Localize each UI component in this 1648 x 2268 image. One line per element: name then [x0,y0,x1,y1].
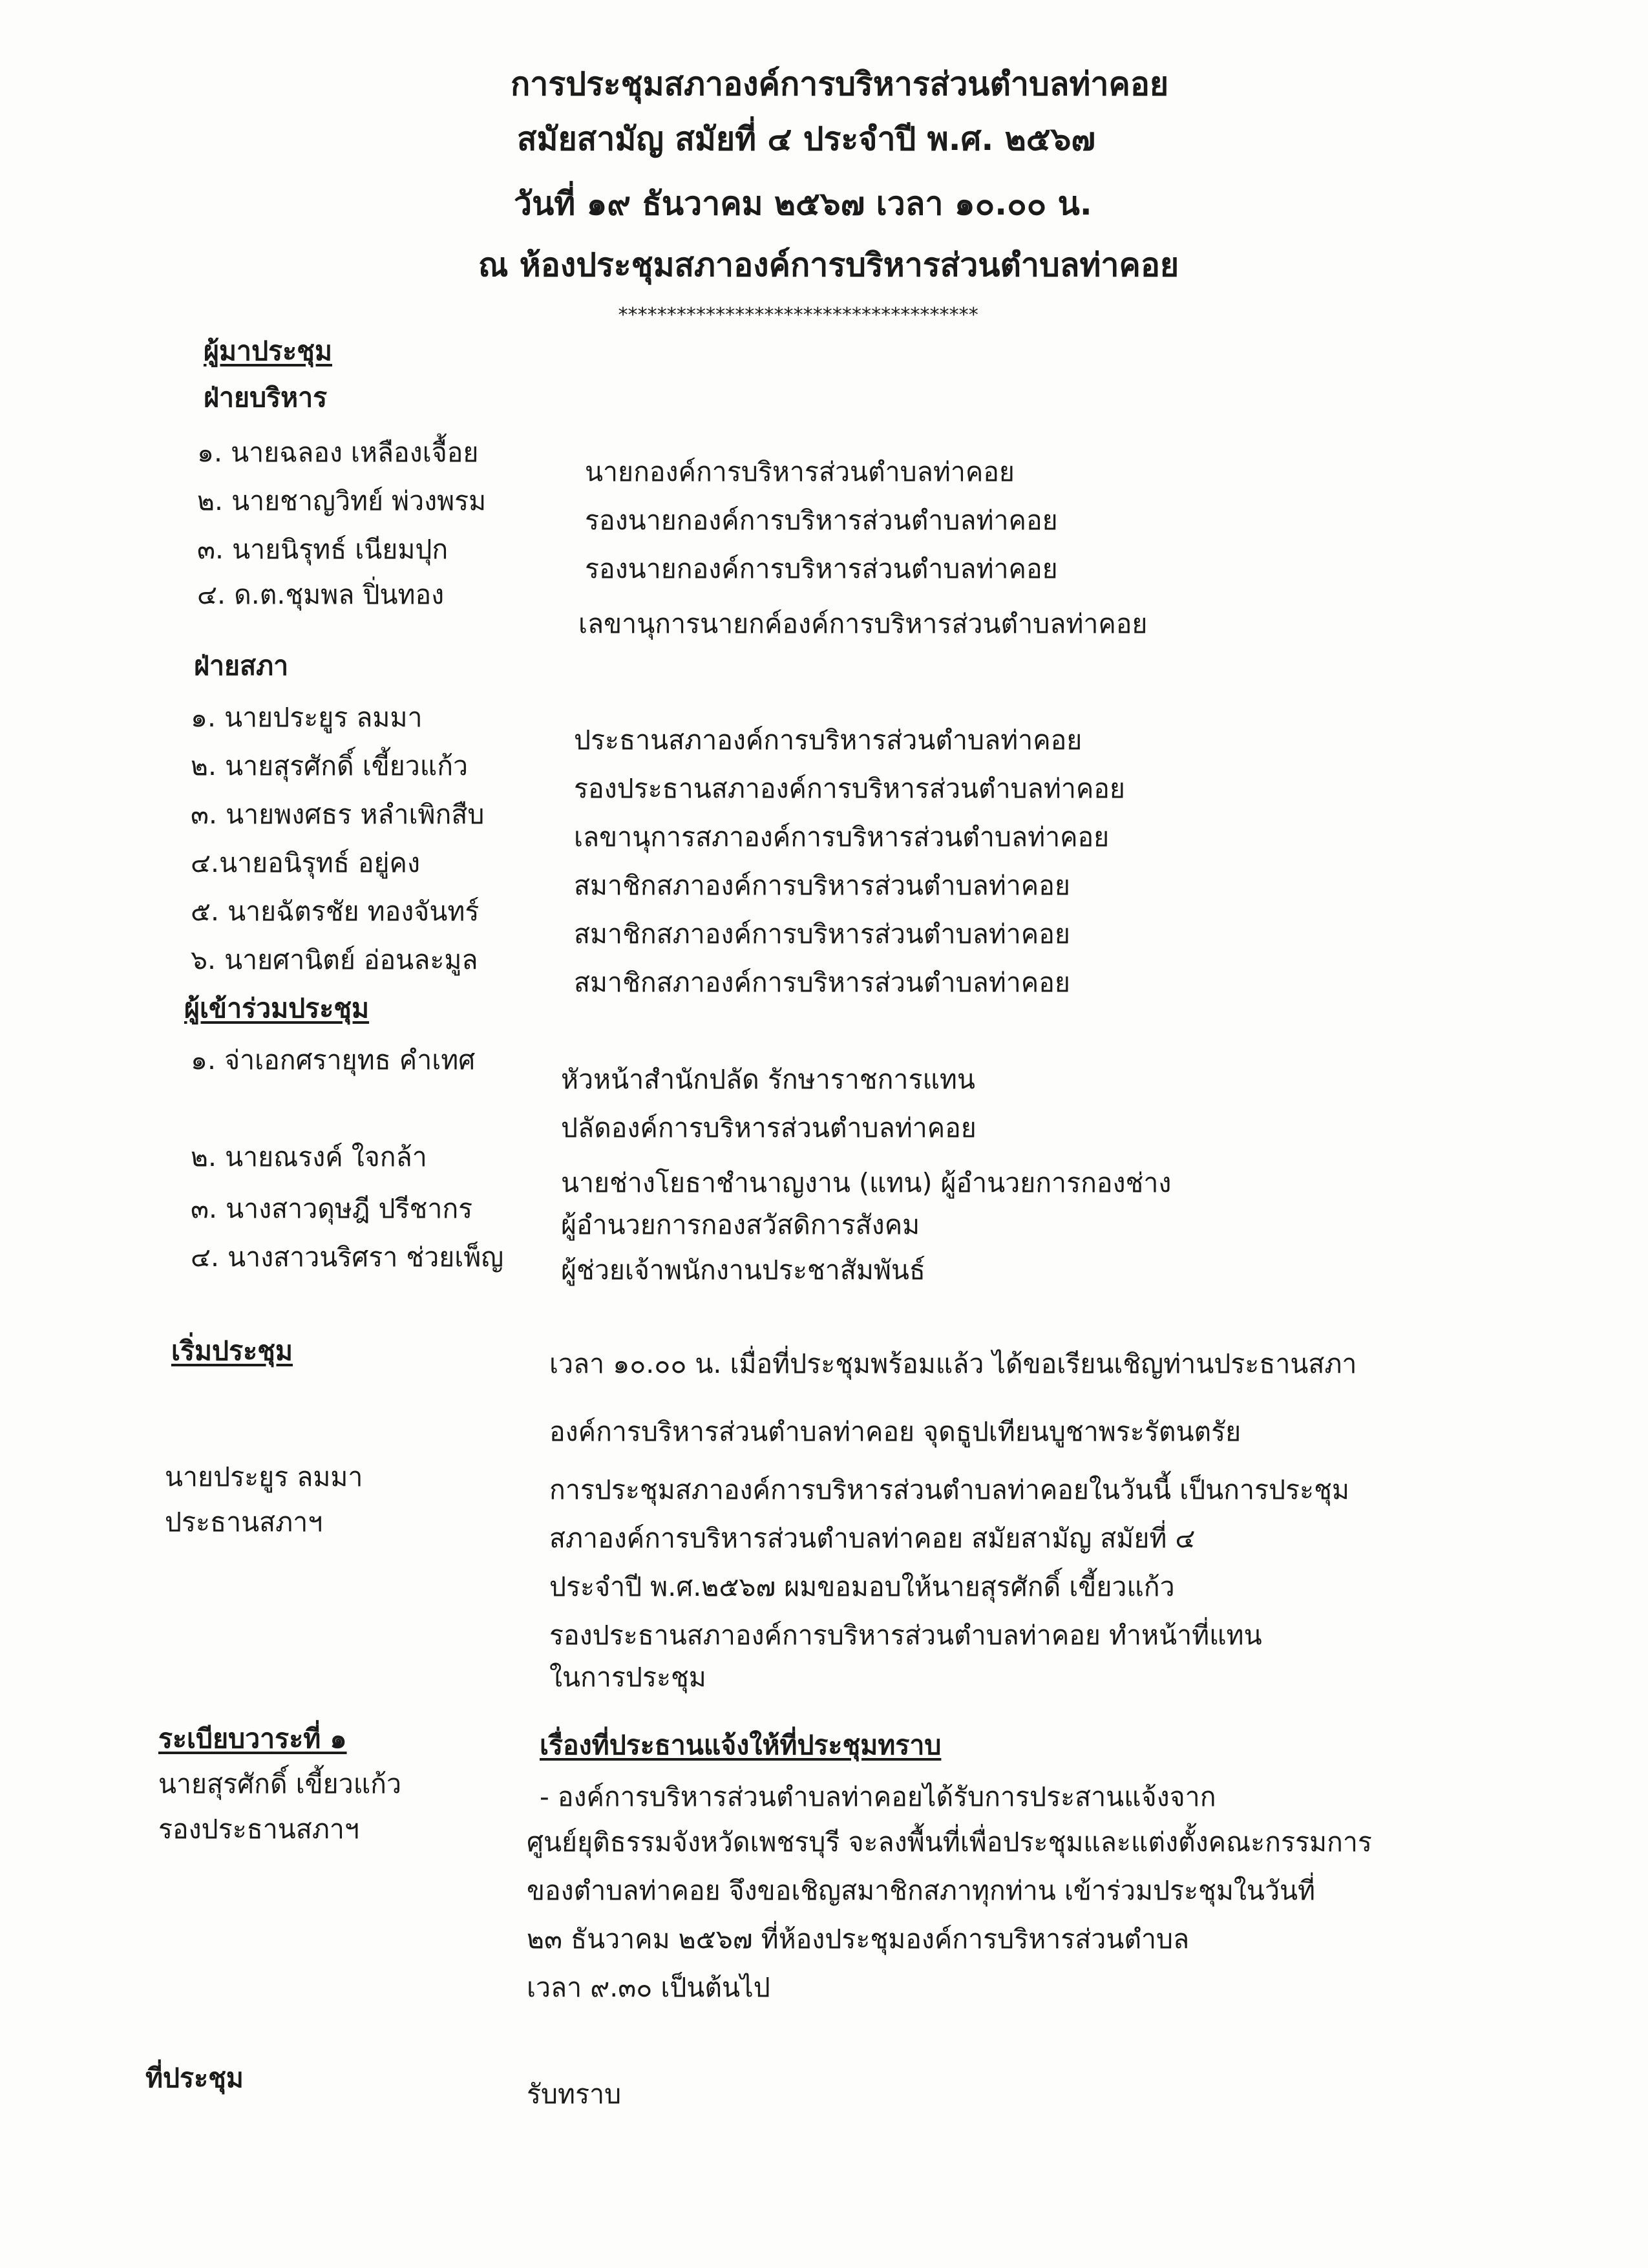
chair-statement-line: การประชุมสภาองค์การบริหารส่วนตำบลท่าคอยในวันนี้ เป็นการประชุม [549,1474,1349,1505]
agenda-1-text-line: ของตำบลท่าคอย จึงขอเชิญสมาชิกสภาทุกท่าน เข้าร่วมประชุมในวันที่ [527,1875,1316,1906]
participant-name: ๑. จ่าเอกศรายุทธ คำเทศ [191,1044,476,1076]
participant-name: ๔. นางสาวนริศรา ช่วยเพ็ญ [191,1242,504,1273]
participant-role: ผู้ช่วยเจ้าพนักงานประชาสัมพันธ์ [561,1255,925,1286]
agenda-1-text-line: ๒๓ ธันวาคม ๒๕๖๗ ที่ห้องประชุมองค์การบริหารส่วนตำบล [527,1924,1190,1955]
participant-role: นายช่างโยธาชำนาญงาน (แทน) ผู้อำนวยการกองช่าง [561,1167,1172,1198]
chair-speaker-name: นายประยูร ลมมา [165,1461,363,1492]
council-member-role: เลขานุการสภาองค์การบริหารส่วนตำบลท่าคอย [574,821,1110,853]
opening-text-line: องค์การบริหารส่วนตำบลท่าคอย จุดธูปเทียนบูชาพระรัตนตรัย [549,1416,1241,1447]
executive-member-role: รองนายกองค์การบริหารส่วนตำบลท่าคอย [585,505,1058,536]
title-line-3: วันที่ ๑๙ ธันวาคม ๒๕๖๗ เวลา ๑๐.๐๐ น. [514,185,1092,222]
executive-heading: ฝ่ายบริหาร [204,382,328,413]
council-member-role: สมาชิกสภาองค์การบริหารส่วนตำบลท่าคอย [574,967,1070,998]
council-member-name: ๔.นายอนิรุทธ์ อยู่คง [191,847,420,878]
council-heading: ฝ่ายสภา [194,650,289,681]
attendees-heading: ผู้มาประชุม [204,335,332,366]
executive-member-name: ๓. นายนิรุทธ์ เนียมปุก [197,534,449,565]
executive-member-name: ๑. นายฉลอง เหลืองเจื้อย [197,437,479,468]
participant-name: ๒. นายณรงค์ ใจกล้า [191,1141,427,1172]
council-member-role: สมาชิกสภาองค์การบริหารส่วนตำบลท่าคอย [574,918,1070,949]
agenda-1-label: ระเบียบวาระที่ ๑ [158,1723,347,1754]
agenda-1-speaker-title: รองประธานสภาฯ [158,1814,359,1845]
agenda-1-text-line: - องค์การบริหารส่วนตำบลท่าคอยได้รับการประสานแจ้งจาก [540,1781,1216,1812]
council-member-role: รองประธานสภาองค์การบริหารส่วนตำบลท่าคอย [574,773,1125,804]
participant-role-continued: ปลัดองค์การบริหารส่วนตำบลท่าคอย [561,1112,977,1143]
opening-label: เริ่มประชุม [171,1335,293,1366]
agenda-1-speaker-name: นายสุรศักดิ์ เขี้ยวแก้ว [158,1768,401,1799]
chair-statement-line: รองประธานสภาองค์การบริหารส่วนตำบลท่าคอย ทำหน้าที่แทน [549,1620,1262,1651]
title-line-2: สมัยสามัญ สมัยที่ ๔ ประจำปี พ.ศ. ๒๕๖๗ [517,120,1095,158]
council-member-role: ประธานสภาองค์การบริหารส่วนตำบลท่าคอย [574,725,1083,756]
chair-speaker-title: ประธานสภาฯ [165,1507,323,1538]
title-line-4: ณ ห้องประชุมสภาองค์การบริหารส่วนตำบลท่าคอย [478,246,1179,284]
agenda-1-topic: เรื่องที่ประธานแจ้งให้ที่ประชุมทราบ [540,1730,942,1761]
participant-role: หัวหน้าสำนักปลัด รักษาราชการแทน [561,1064,975,1095]
opening-text-line: เวลา ๑๐.๐๐ น. เมื่อที่ประชุมพร้อมแล้ว ได้ขอเรียนเชิญท่านประธานสภา [549,1348,1357,1379]
council-member-name: ๖. นายศานิตย์ อ่อนละมูล [191,944,478,975]
executive-member-name: ๒. นายชาญวิทย์ พ่วงพรม [197,485,487,516]
title-separator: ************************************* [617,304,978,326]
council-member-name: ๓. นายพงศธร หลำเพิกสืบ [191,799,485,830]
executive-member-role: เลขานุการนายกค์องค์การบริหารส่วนตำบลท่าคอย [578,608,1148,639]
executive-member-role: รองนายกองค์การบริหารส่วนตำบลท่าคอย [585,553,1058,584]
participant-name: ๓. นางสาวดุษฎี ปรีชากร [191,1193,473,1224]
resolution-label: ที่ประชุม [145,2062,244,2093]
council-member-role: สมาชิกสภาองค์การบริหารส่วนตำบลท่าคอย [574,870,1070,901]
council-member-name: ๕. นายฉัตรชัย ทองจันทร์ [191,896,480,927]
resolution-text: รับทราบ [527,2079,622,2110]
chair-statement-line: ประจำปี พ.ศ.๒๕๖๗ ผมขอมอบให้นายสุรศักดิ์ เขี้ยวแก้ว [549,1571,1175,1602]
participants-heading: ผู้เข้าร่วมประชุม [184,993,370,1024]
executive-member-role: นายกองค์การบริหารส่วนตำบลท่าคอย [585,456,1015,487]
chair-statement-line: ในการประชุม [549,1662,706,1693]
executive-member-name: ๔. ด.ต.ชุมพล ปิ่นทอง [197,579,445,610]
council-member-name: ๒. นายสุรศักดิ์ เขี้ยวแก้ว [191,750,469,781]
title-line-1: การประชุมสภาองค์การบริหารส่วนตำบลท่าคอย [511,65,1169,103]
council-member-name: ๑. นายประยูร ลมมา [191,702,423,733]
chair-statement-line: สภาองค์การบริหารส่วนตำบลท่าคอย สมัยสามัญ สมัยที่ ๔ [549,1523,1196,1554]
agenda-1-text-line: เวลา ๙.๓๐ เป็นต้นไป [527,1972,770,2003]
participant-role: ผู้อำนวยการกองสวัสดิการสังคม [561,1209,920,1240]
agenda-1-text-line: ศูนย์ยุติธรรมจังหวัดเพชรบุรี จะลงพื้นที่เพื่อประชุมและแต่งตั้งคณะกรรมการ [527,1827,1372,1858]
